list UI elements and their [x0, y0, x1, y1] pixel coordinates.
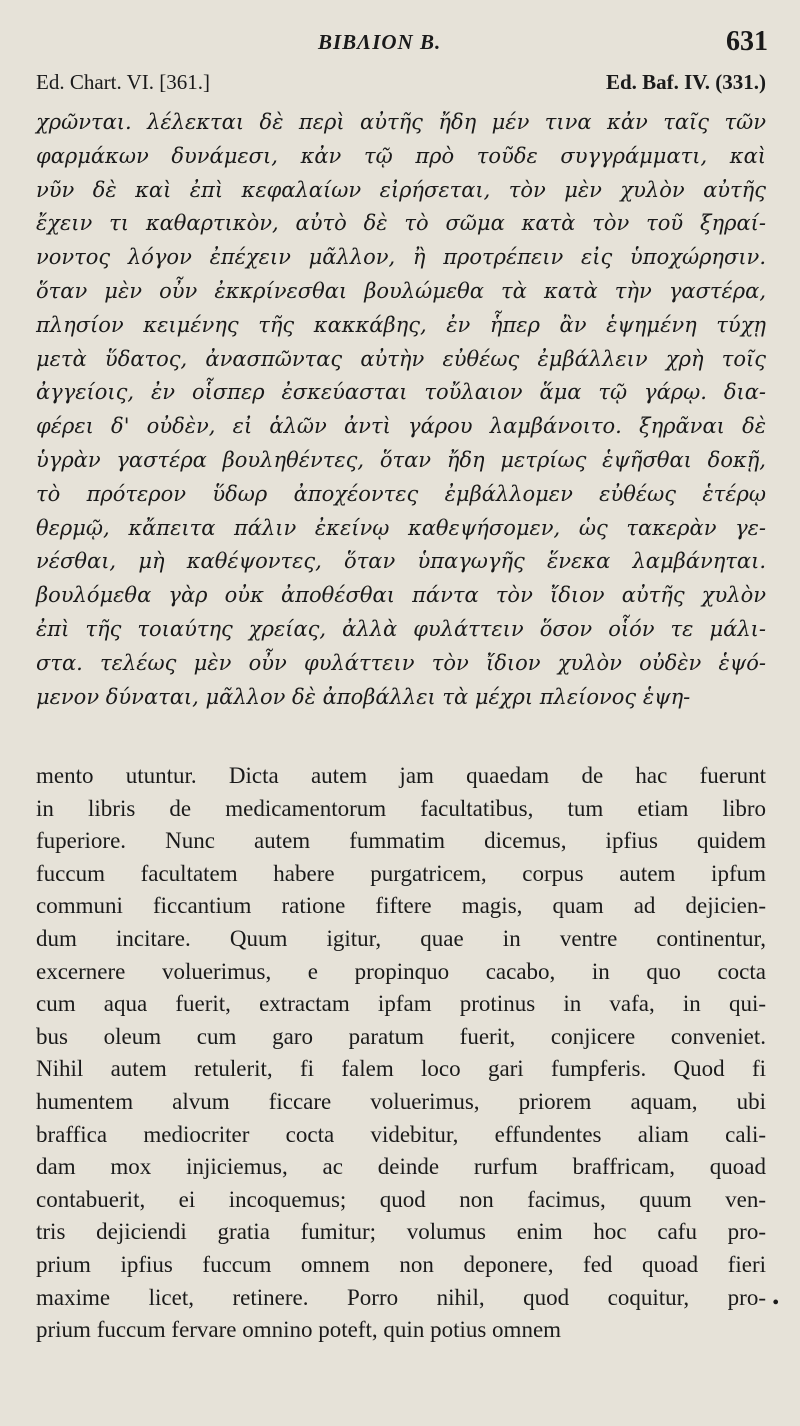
- latin-text-line: cum aqua fuerit, extractam ipfam protinus in vafa, in qui-: [36, 991, 766, 1017]
- latin-text-line: fuccum facultatem habere purgatricem, corpus autem ipfum: [36, 860, 766, 886]
- margin-mark: •: [772, 1292, 780, 1314]
- latin-text-line: bus oleum cum garo paratum fuerit, conjicere conveniet.: [36, 1023, 766, 1049]
- latin-text-line: excernere voluerimus, e propinquo cacabo, in quo cocta: [36, 958, 766, 984]
- latin-text-line: dum incitare. Quum igitur, quae in ventre continentur,: [36, 925, 766, 951]
- greek-text-line: μενον δύναται, μᾶλλον δὲ ἀποβάλλει τὰ μέχρι πλείονος ἑψη-: [36, 684, 691, 709]
- running-head: [0, 26, 800, 62]
- greek-text-line: ὑγρὰν γαστέρα βουληθέντες, ὅταν ἤδη μετρίως ἑψῆσθαι δοκῇ,: [36, 447, 766, 472]
- latin-text-line: Nihil autem retulerit, fi falem loco gari fumpferis. Quod fi: [36, 1056, 766, 1082]
- edition-references: [36, 70, 766, 100]
- greek-text-line: πλησίον κειμένης τῆς κακκάβης, ἐν ἧπερ ἂν ἑψημένη τύχῃ: [36, 312, 766, 337]
- page-number: 631: [726, 26, 768, 57]
- latin-text-line: prium fuccum fervare omnino poteft, quin potius omnem: [36, 1317, 562, 1343]
- greek-text-line: νῦν δὲ καὶ ἐπὶ κεφαλαίων εἰρήσεται, τὸν μὲν χυλὸν αὐτῆς: [36, 177, 766, 202]
- greek-text-line: μετὰ ὕδατος, ἀνασπῶντας αὐτὴν εὐθέως ἐμβάλλειν χρὴ τοῖς: [36, 346, 766, 371]
- greek-text-line: ἐπὶ τῆς τοιαύτης χρείας, ἀλλὰ φυλάττειν ὅσον οἷόν τε μάλι-: [36, 616, 766, 641]
- latin-text-line: prium ipfius fuccum omnem non deponere, fed quoad fieri: [36, 1251, 766, 1277]
- greek-text-line: νοντος λόγον ἐπέχειν μᾶλλον, ἢ προτρέπειν εἰς ὑποχώρησιν.: [36, 245, 766, 270]
- edition-basel: Ed. Baf. IV. (331.): [605, 70, 766, 94]
- greek-text-line: θερμῷ, κἄπειτα πάλιν ἐκείνῳ καθεψήσομεν, ὡς τακερὰν γε-: [36, 515, 766, 540]
- latin-text-line: humentem alvum ficcare voluerimus, priorem aquam, ubi: [36, 1088, 766, 1114]
- latin-text-line: fuperiore. Nunc autem fummatim dicemus, ipfius quidem: [36, 828, 766, 854]
- latin-text-line: tris dejiciendi gratia fumitur; volumus enim hoc cafu pro-: [36, 1219, 766, 1245]
- latin-text-line: dam mox injiciemus, ac deinde rurfum braffricam, quoad: [36, 1154, 766, 1180]
- greek-text-line: φέρει δ' οὐδὲν, εἰ ἁλῶν ἀντὶ γάρου λαμβάνοιτο. ξηρᾶναι δὲ: [36, 414, 766, 439]
- latin-text-line: maxime licet, retinere. Porro nihil, quod coquitur, pro-: [36, 1284, 766, 1310]
- greek-text-line: χρῶνται. λέλεκται δὲ περὶ αὐτῆς ἤδη μέν τινα κἀν ταῖς τῶν: [36, 110, 766, 134]
- greek-text-line: ἀγγείοις, ἐν οἷσπερ ἐσκεύασται τοὔλαιον ἅμα τῷ γάρῳ. δια-: [36, 380, 766, 405]
- book-title: BIBΛΙΟΝ Β.: [318, 30, 442, 54]
- greek-text-line: φαρμάκων δυνάμεσι, κἀν τῷ πρὸ τοῦδε συγγράμματι, καὶ: [36, 143, 766, 168]
- greek-text-line: ἔχειν τι καθαρτικὸν, αὐτὸ δὲ τὸ σῶμα κατὰ τὸν τοῦ ξηραί-: [36, 211, 766, 236]
- latin-text-line: contabuerit, ei incoquemus; quod non facimus, quum ven-: [36, 1186, 766, 1212]
- latin-text-line: communi ficcantium ratione fiftere magis, quam ad dejicien-: [36, 893, 766, 919]
- greek-text-line: τὸ πρότερον ὕδωρ ἀποχέοντες ἐμβάλλομεν εὐθέως ἑτέρῳ: [36, 481, 766, 506]
- greek-text-line: νέσθαι, μὴ καθέψοντες, ὅταν ὑπαγωγῆς ἕνεκα λαμβάνηται.: [36, 549, 766, 574]
- greek-text-line: ὅταν μὲν οὖν ἐκκρίνεσθαι βουλώμεθα τὰ κατὰ τὴν γαστέρα,: [36, 278, 766, 303]
- greek-text-line: βουλόμεθα γὰρ οὐκ ἀποθέσθαι πάντα τὸν ἴδιον αὐτῆς χυλὸν: [36, 583, 766, 608]
- latin-text-block: [36, 760, 766, 1347]
- latin-text-line: mento utuntur. Dicta autem jam quaedam de hac fuerunt: [36, 763, 766, 788]
- latin-text-line: braffica mediocriter cocta videbitur, effundentes aliam cali-: [36, 1121, 766, 1147]
- latin-text-line: in libris de medicamentorum facultatibus, tum etiam libro: [36, 795, 766, 821]
- greek-text-line: στα. τελέως μὲν οὖν φυλάττειν τὸν ἴδιον χυλὸν οὐδὲν ἑψό-: [36, 650, 766, 675]
- greek-text-block: [36, 106, 766, 714]
- edition-chartier: Ed. Chart. VI. [361.]: [36, 70, 210, 94]
